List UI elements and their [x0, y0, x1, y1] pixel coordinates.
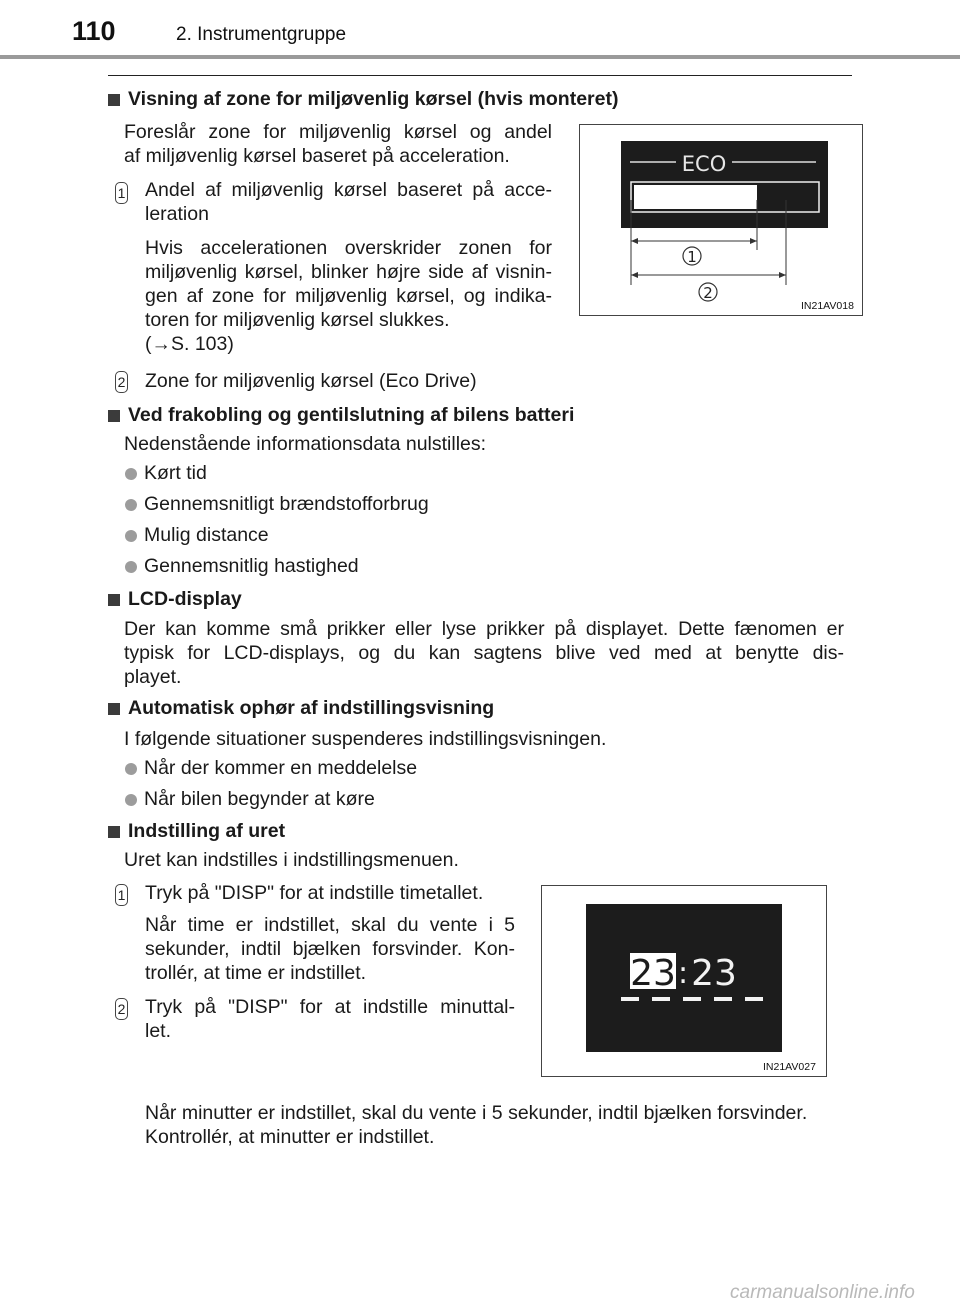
chapter-title: 2. Instrumentgruppe [176, 24, 347, 45]
battery-heading [108, 404, 574, 427]
eco-item-1 [145, 178, 552, 226]
clock-display-illustration [542, 886, 826, 1076]
round-bullet-icon [125, 794, 137, 806]
eco-item-1-line: leration [145, 203, 209, 225]
square-bullet-icon [108, 703, 120, 715]
eco-heading [108, 88, 618, 111]
callout-1: 1 [687, 248, 697, 266]
step-line: let. [145, 1020, 172, 1042]
clock-heading-text: Indstilling af uret [128, 820, 286, 842]
note-line: Hvis accelerationen overskrider zonen for [145, 237, 552, 259]
battery-bullet [125, 524, 269, 547]
auto-bullet [125, 788, 375, 811]
content-divider [108, 75, 852, 76]
step-line: Tryk på "DISP" for at indstille minuttal- [145, 996, 515, 1018]
battery-bullet [125, 493, 429, 516]
auto-bullet [125, 757, 417, 780]
note-line: trollér, at time er indstillet. [145, 962, 367, 984]
final-line: Kontrollér, at minutter er indstillet. [145, 1126, 435, 1148]
clock-step-1-note [145, 913, 515, 985]
item-number-badge: 2 [115, 371, 128, 393]
eco-label: ECO [681, 152, 727, 176]
lcd-line: typisk for LCD-displays, og du kan sagtens blive ved med at benytte dis- [124, 642, 844, 664]
bullet-text: Gennemsnitlig hastighed [144, 555, 359, 577]
bullet-text: Når der kommer en meddelelse [144, 757, 418, 779]
round-bullet-icon [125, 499, 137, 511]
final-line: Når minutter er indstillet, skal du vente i 5 sekunder, indtil bjælken forsvinder. [145, 1102, 808, 1124]
eco-intro-line: af miljøvenlig kørsel baseret på acceleration. [124, 145, 510, 167]
auto-intro: I følgende situationer suspenderes indstillingsvisningen. [124, 728, 607, 750]
lcd-line: playet. [124, 666, 182, 688]
battery-heading-text: Ved frakobling og gentilslutning af bilens batteri [128, 404, 575, 426]
eco-item-2: Zone for miljøvenlig kørsel (Eco Drive) [145, 370, 477, 392]
note-line: miljøvenlig kørsel, blinker højre side af visnin- [145, 261, 552, 283]
clock-hours: 23 [630, 953, 676, 994]
square-bullet-icon [108, 410, 120, 422]
eco-display-illustration [580, 125, 862, 315]
clock-separator: : [677, 956, 689, 991]
lcd-paragraph [124, 617, 844, 689]
lcd-line: Der kan komme små prikker eller lyse prikker på displayet. Dette fænomen er [124, 618, 844, 640]
eco-heading-text: Visning af zone for miljøvenlig kørsel (hvis monteret) [128, 88, 619, 110]
clock-intro: Uret kan indstilles i indstillingsmenuen. [124, 849, 459, 871]
step-number-badge: 2 [115, 998, 128, 1020]
eco-item-1-line: Andel af miljøvenlig kørsel baseret på acce- [145, 179, 552, 201]
lcd-heading-text: LCD-display [128, 588, 242, 610]
site-watermark: carmanualsonline.info [730, 1282, 915, 1303]
bullet-text: Mulig distance [144, 524, 269, 546]
header-divider [0, 55, 960, 59]
lcd-heading [108, 588, 242, 611]
bullet-text: Gennemsnitligt brændstofforbrug [144, 493, 429, 515]
note-line: toren for miljøvenlig kørsel slukkes. [145, 309, 450, 331]
note-line: Når time er indstillet, skal du vente i 5 [145, 914, 515, 936]
battery-bullet [125, 462, 207, 485]
figure-code: IN21AV027 [763, 1061, 816, 1073]
eco-intro [124, 120, 552, 168]
bullet-text: Kørt tid [144, 462, 207, 484]
clock-step-1: Tryk på "DISP" for at indstille timetallet. [145, 882, 484, 904]
clock-heading [108, 820, 285, 843]
clock-minutes: 23 [691, 953, 737, 994]
round-bullet-icon [125, 468, 137, 480]
bullet-text: Når bilen begynder at køre [144, 788, 375, 810]
auto-heading [108, 697, 494, 720]
eco-intro-line: Foreslår zone for miljøvenlig kørsel og andel [124, 121, 552, 143]
note-line: gen af zone for miljøvenlig kørsel, og indika- [145, 285, 552, 307]
note-line: sekunder, indtil bjælken forsvinder. Kon- [145, 938, 515, 960]
round-bullet-icon [125, 561, 137, 573]
battery-intro: Nedenstående informationsdata nulstilles: [124, 433, 487, 455]
figure-code: IN21AV018 [801, 300, 854, 312]
eco-zone-figure [579, 124, 863, 316]
page-number: 110 [72, 16, 116, 46]
round-bullet-icon [125, 763, 137, 775]
callout-2: 2 [703, 284, 713, 302]
page-reference-link[interactable]: (→S. 103) [145, 333, 234, 355]
round-bullet-icon [125, 530, 137, 542]
eco-item-1-note [145, 236, 552, 356]
auto-heading-text: Automatisk ophør af indstillingsvisning [128, 697, 495, 719]
clock-final-note [145, 1101, 807, 1149]
clock-step-2 [145, 995, 515, 1043]
square-bullet-icon [108, 594, 120, 606]
square-bullet-icon [108, 94, 120, 106]
clock-figure [541, 885, 827, 1077]
item-number-badge: 1 [115, 182, 128, 204]
step-number-badge: 1 [115, 884, 128, 906]
square-bullet-icon [108, 826, 120, 838]
battery-bullet [125, 555, 359, 578]
